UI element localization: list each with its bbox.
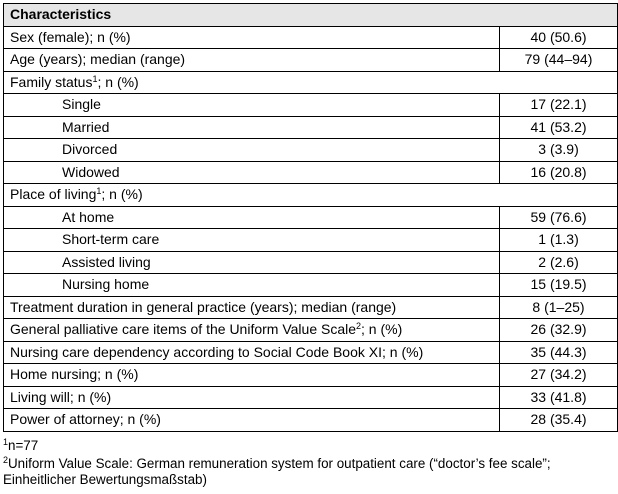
table-row bbox=[4, 274, 618, 297]
row-label: Sex (female); n (%) bbox=[4, 26, 500, 49]
row-value: 16 (20.8) bbox=[500, 161, 618, 184]
footnote-marker: 2 bbox=[356, 321, 362, 332]
row-value: 3 (3.9) bbox=[500, 139, 618, 162]
footnotes bbox=[3, 438, 617, 488]
table-row bbox=[4, 116, 618, 139]
table-row bbox=[4, 206, 618, 229]
row-label-suffix: ; n (%) bbox=[361, 321, 403, 338]
row-value: 2 (2.6) bbox=[500, 251, 618, 274]
table-row bbox=[4, 319, 618, 342]
row-value: 35 (44.3) bbox=[500, 341, 618, 364]
row-label: Assisted living bbox=[4, 251, 500, 274]
row-label: Divorced bbox=[4, 139, 500, 162]
row-value: 59 (76.6) bbox=[500, 206, 618, 229]
row-label-text: General palliative care items of the Uniform Value Scale bbox=[10, 321, 357, 338]
section-label-text: Place of living bbox=[10, 186, 97, 203]
section-label-family-status bbox=[4, 71, 618, 94]
section-label-suffix: ; n (%) bbox=[101, 186, 143, 203]
row-label: Married bbox=[4, 116, 500, 139]
row-value: 17 (22.1) bbox=[500, 94, 618, 117]
footnote-marker: 1 bbox=[92, 73, 98, 84]
table-header-row bbox=[4, 4, 618, 27]
table-row bbox=[4, 49, 618, 72]
table-row bbox=[4, 139, 618, 162]
section-label-place-of-living bbox=[4, 184, 618, 207]
table-row bbox=[4, 341, 618, 364]
characteristics-table bbox=[3, 3, 618, 432]
row-value: 27 (34.2) bbox=[500, 364, 618, 387]
row-label: Nursing home bbox=[4, 274, 500, 297]
footnote-text: n=77 bbox=[8, 437, 39, 453]
row-value: 33 (41.8) bbox=[500, 386, 618, 409]
row-value: 40 (50.6) bbox=[500, 26, 618, 49]
row-value: 79 (44–94) bbox=[500, 49, 618, 72]
row-label bbox=[4, 319, 500, 342]
row-value: 41 (53.2) bbox=[500, 116, 618, 139]
row-value: 26 (32.9) bbox=[500, 319, 618, 342]
row-value: 15 (19.5) bbox=[500, 274, 618, 297]
row-value: 8 (1–25) bbox=[500, 296, 618, 319]
table-row bbox=[4, 296, 618, 319]
row-label: Living will; n (%) bbox=[4, 386, 500, 409]
table-row bbox=[4, 26, 618, 49]
table-row bbox=[4, 229, 618, 252]
table-row bbox=[4, 94, 618, 117]
row-value: 28 (35.4) bbox=[500, 409, 618, 432]
row-label: Nursing care dependency according to Social Code Book XI; n (%) bbox=[4, 341, 500, 364]
footnote-2 bbox=[3, 456, 617, 488]
row-value: 1 (1.3) bbox=[500, 229, 618, 252]
table-row-section bbox=[4, 71, 618, 94]
table-row bbox=[4, 386, 618, 409]
row-label: Single bbox=[4, 94, 500, 117]
section-label-text: Family status bbox=[10, 73, 93, 90]
footnote-1 bbox=[3, 438, 617, 454]
row-label: Short-term care bbox=[4, 229, 500, 252]
row-label: At home bbox=[4, 206, 500, 229]
row-label: Power of attorney; n (%) bbox=[4, 409, 500, 432]
table-row bbox=[4, 251, 618, 274]
table-row bbox=[4, 161, 618, 184]
row-label: Widowed bbox=[4, 161, 500, 184]
section-label-suffix: ; n (%) bbox=[97, 73, 139, 90]
footnote-marker: 1 bbox=[96, 186, 102, 197]
row-label: Age (years); median (range) bbox=[4, 49, 500, 72]
table-row bbox=[4, 364, 618, 387]
document bbox=[3, 3, 617, 490]
footnote-marker: 1 bbox=[3, 436, 9, 447]
row-label: Home nursing; n (%) bbox=[4, 364, 500, 387]
table-header-characteristics: Characteristics bbox=[4, 4, 618, 27]
table-row bbox=[4, 409, 618, 432]
footnote-text: Uniform Value Scale: German remuneration system for outpatient care (“doctor’s fee scale”; Einheitlicher Bewertungsmaßstab) bbox=[3, 455, 551, 487]
row-label: Treatment duration in general practice (years); median (range) bbox=[4, 296, 500, 319]
footnote-marker: 2 bbox=[3, 454, 9, 465]
table-row-section bbox=[4, 184, 618, 207]
